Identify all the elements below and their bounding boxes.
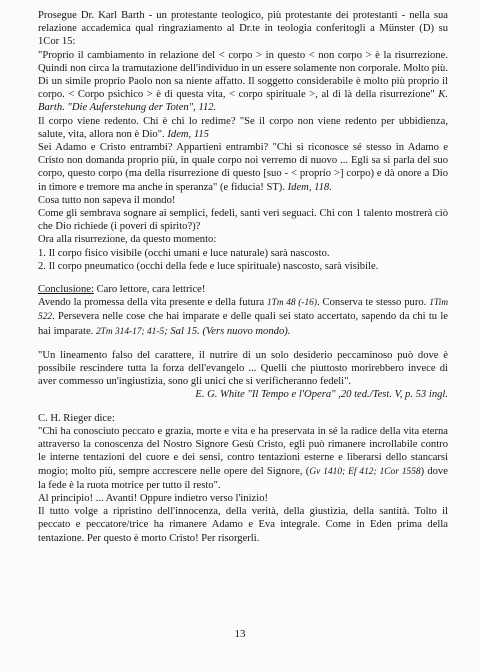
list-item-2: 2. Il corpo pneumatico (occhi della fede e luce spirituale) nascosto, sarà visibile. bbox=[38, 260, 379, 272]
paragraph-conclusion-heading bbox=[38, 283, 448, 296]
paragraph-beginning: Al principio! ... Avanti! Oppure indietro verso l'inizio! bbox=[38, 492, 269, 504]
scripture-ref: 2Tm 314-17; 41-5 bbox=[95, 326, 165, 337]
citation: Idem, 118. bbox=[285, 181, 332, 193]
paragraph-world: Cosa tutto non sapeva il mondo! bbox=[38, 194, 176, 206]
paragraph-body-redeemed bbox=[38, 115, 448, 141]
text: . Persevera nelle cose che hai imparate e delle quali sei stato accertato, sapendo da chi tu le hai imparate. bbox=[38, 311, 448, 337]
paragraph-rieger-intro: C. H. Rieger dice: bbox=[38, 412, 115, 424]
spacer bbox=[38, 273, 448, 283]
page-body bbox=[38, 9, 448, 545]
quote-text: Il corpo viene redento. Chi è chi lo redime? "Se il corpo non viene redento per ubbidienza, salute, vita, allora non è Dio". bbox=[38, 115, 448, 140]
paragraph-resurrection: Ora alla risurrezione, da questo momento: bbox=[38, 234, 217, 246]
citation: K. Barth. "Die Auferstehung der Toten", 112. bbox=[38, 89, 448, 114]
scripture-ref: 1Tim 522 bbox=[38, 298, 448, 323]
paragraph-promise bbox=[38, 296, 448, 339]
text: . Conserva te stesso puro. bbox=[316, 297, 430, 309]
white-citation: E. G. White "Il Tempo e l'Opera" ,20 ted./Test. V, p. 53 ingl. bbox=[195, 389, 448, 401]
conclusion-greeting: Caro lettore, cara lettrice! bbox=[93, 284, 206, 296]
quote-text: "Proprio il cambiamento in relazione del < corpo > in questo < non corpo > è la risurrezione. Quindi non circa la tramutazione dell'individuo in un essere solamente non corporale. Molto più. Di un simile proprio Paolo non sa niente affatto. Il soggetto considerabile è molto più proprio il corpo. < Corpo psichico > è di questa vita, < corpo spirituale >, al di là della risurrezione" bbox=[38, 49, 448, 101]
spacer bbox=[38, 339, 448, 349]
text: ) dove la fede è la ruota motrice per tutto il resto". bbox=[38, 465, 448, 491]
text: ; Sal 15. (Vers nuovo mondo). bbox=[164, 325, 291, 337]
spacer bbox=[38, 402, 448, 412]
conclusion-label: Conclusione: bbox=[38, 284, 94, 296]
scripture-ref: Gv 1410; Ef 412; 1Cor 1558 bbox=[309, 466, 421, 477]
paragraph-innocence: Il tutto volge a ripristino dell'innocenza, della verità, della giustizia, della santità. Tolto il peccato e peccatore/trice ha rimanere Adamo e Eva integrale. Come in Eden prima della tentazione. Per questo è morto Cristo! Per risorgerli. bbox=[38, 506, 448, 544]
page-number: 13 bbox=[234, 628, 246, 640]
paragraph-rieger-quote bbox=[38, 425, 448, 492]
paragraph-white-quote: "Un lineamento falso del carattere, il nutrire di un solo desiderio peccaminoso può dove è possibile rescindere tutta la forza dell'evangelo ... Quelli che piuttosto morirebbero invece di aver commesso un'ingiustizia, sono gli unici che si verificheranno fedeli". bbox=[38, 349, 448, 388]
quote-text: Sei Adamo e Cristo entrambi? Appartieni entrambi? "Chi si riconosce sé stesso in Adamo e Cristo non domanda proprio più, in quale corpo noi verremo di nuovo ... Egli sa si parla del suo corpo, questo corpo (ma della risurrezione di questo [suo - < proprio >] corpo) e dà onore a Dio in timore e tremore ma anche in speranza" (e fiducia! ST). bbox=[38, 142, 448, 193]
paragraph-barth-quote bbox=[38, 49, 448, 115]
scripture-ref: 1Tm 48 (-16) bbox=[266, 298, 317, 309]
text: Avendo la promessa della vita presente e della futura bbox=[38, 297, 267, 309]
paragraph-dream: Come gli sembrava sognare ai semplici, fedeli, santi veri seguaci. Chi con 1 talento mostrerà ciò che Dio richiede (i poveri di spirito?)? bbox=[38, 208, 448, 233]
paragraph-barth-intro: Prosegue Dr. Karl Barth - un protestante teologico, più protestante dei protestanti - nella sua relazione accademica qual ringraziamento al Dr.te in teologia conferitogli a Münster (D) su 1Cor 15: bbox=[38, 10, 448, 48]
list-item-1: 1. Il corpo fisico visibile (occhi umani e luce naturale) sarà nascosto. bbox=[38, 247, 330, 259]
text: "Chi ha conosciuto peccato e grazia, morte e vita e ha preservata in sé la radice della vita eterna attraverso la conoscenza del Nostro Signore Gesù Cristo, egli può rimanere incrollabile contro le interne tentazioni del cuore e dei sensi, contro tentazioni esterne e liberarsi dello stancarsi mogio; molto più, sempre accrescere nelle opere del Signore, ( bbox=[38, 425, 448, 477]
paragraph-adam-christ bbox=[38, 141, 448, 194]
citation: Idem, 115 bbox=[164, 128, 209, 140]
